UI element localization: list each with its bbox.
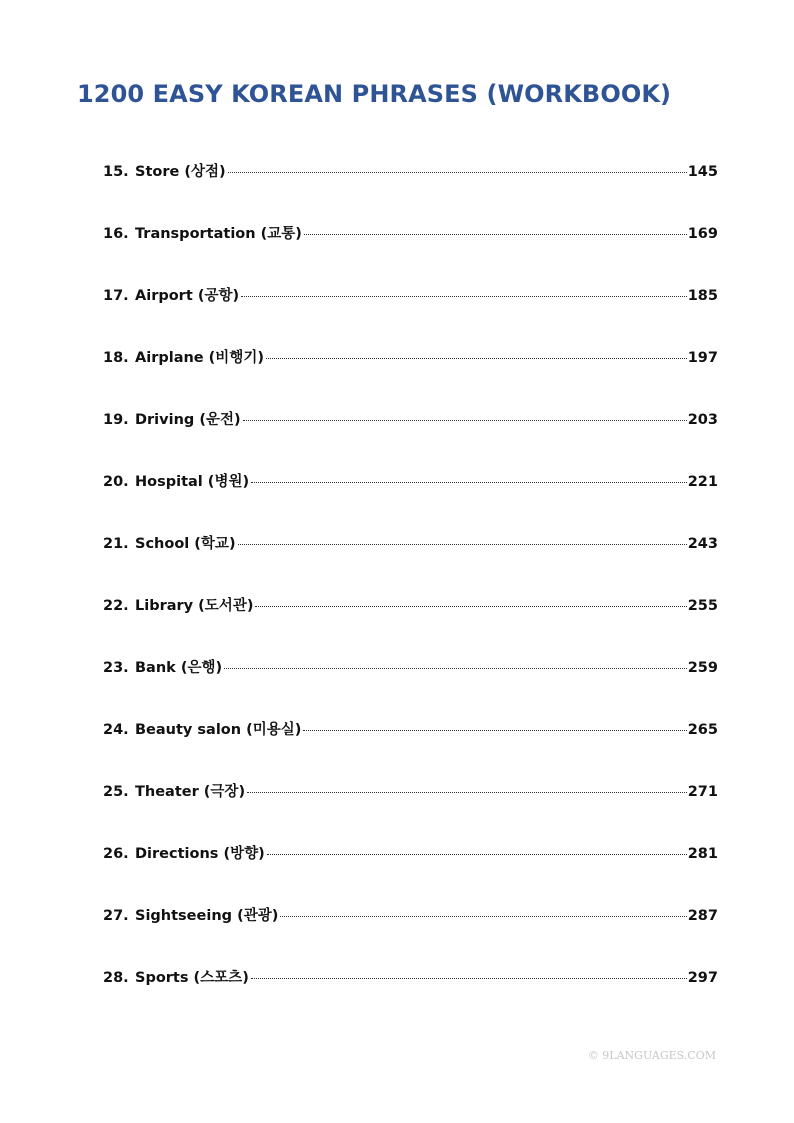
dot-leader <box>280 916 686 917</box>
toc-entry-number: 15. <box>103 164 129 180</box>
toc-entry-label: Bank (은행) <box>135 660 223 676</box>
toc-entry-page: 197 <box>687 350 718 366</box>
toc-entry-label: Transportation (교통) <box>135 226 302 242</box>
dot-leader <box>304 234 687 235</box>
toc-entry-label: Library (도서관) <box>135 598 254 614</box>
toc-entry-page: 255 <box>687 598 718 614</box>
page-title: 1200 EASY KOREAN PHRASES (WORKBOOK) <box>77 80 672 108</box>
toc-entry-label: Theater (극장) <box>135 784 246 800</box>
toc-entry[interactable] <box>103 222 718 284</box>
table-of-contents <box>103 160 718 1028</box>
dot-leader <box>228 172 687 173</box>
toc-entry-number: 18. <box>103 350 129 366</box>
toc-entry-label: Store (상점) <box>135 164 226 180</box>
toc-entry-label: School (학교) <box>135 536 236 552</box>
toc-entry[interactable] <box>103 842 718 904</box>
toc-entry[interactable] <box>103 780 718 842</box>
toc-entry-number: 22. <box>103 598 129 614</box>
toc-entry-page: 281 <box>687 846 718 862</box>
toc-entry-page: 145 <box>687 164 718 180</box>
dot-leader <box>266 358 687 359</box>
toc-entry-number: 20. <box>103 474 129 490</box>
dot-leader <box>267 854 687 855</box>
toc-entry-label: Beauty salon (미용실) <box>135 722 302 738</box>
toc-entry-page: 259 <box>687 660 718 676</box>
toc-entry[interactable] <box>103 532 718 594</box>
toc-entry-page: 185 <box>687 288 718 304</box>
toc-entry-page: 243 <box>687 536 718 552</box>
toc-entry-label: Driving (운전) <box>135 412 241 428</box>
toc-entry-label: Hospital (병원) <box>135 474 250 490</box>
toc-entry[interactable] <box>103 594 718 656</box>
toc-entry[interactable] <box>103 718 718 780</box>
toc-entry[interactable] <box>103 966 718 1028</box>
toc-entry[interactable] <box>103 408 718 470</box>
dot-leader <box>224 668 687 669</box>
dot-leader <box>255 606 686 607</box>
toc-entry-label: Sightseeing (관광) <box>135 908 279 924</box>
toc-entry-page: 287 <box>687 908 718 924</box>
toc-entry-number: 25. <box>103 784 129 800</box>
dot-leader <box>243 420 687 421</box>
toc-entry-label: Sports (스포츠) <box>135 970 249 986</box>
dot-leader <box>251 482 687 483</box>
toc-entry[interactable] <box>103 284 718 346</box>
toc-entry-label: Airplane (비행기) <box>135 350 264 366</box>
toc-entry-number: 24. <box>103 722 129 738</box>
toc-entry-number: 28. <box>103 970 129 986</box>
dot-leader <box>303 730 686 731</box>
dot-leader <box>251 978 687 979</box>
toc-entry-number: 23. <box>103 660 129 676</box>
toc-entry[interactable] <box>103 470 718 532</box>
toc-entry-page: 169 <box>687 226 718 242</box>
toc-entry-number: 16. <box>103 226 129 242</box>
toc-entry-number: 26. <box>103 846 129 862</box>
toc-entry-label: Airport (공항) <box>135 288 240 304</box>
dot-leader <box>241 296 687 297</box>
dot-leader <box>238 544 687 545</box>
toc-entry-page: 221 <box>687 474 718 490</box>
toc-entry-page: 265 <box>687 722 718 738</box>
toc-entry-page: 297 <box>687 970 718 986</box>
toc-entry[interactable] <box>103 904 718 966</box>
toc-entry-number: 27. <box>103 908 129 924</box>
toc-entry-label: Directions (방향) <box>135 846 265 862</box>
toc-entry[interactable] <box>103 160 718 222</box>
toc-entry-number: 17. <box>103 288 129 304</box>
toc-entry-number: 21. <box>103 536 129 552</box>
toc-entry[interactable] <box>103 656 718 718</box>
copyright-watermark: © 9LANGUAGES.COM <box>587 1049 716 1062</box>
toc-entry-page: 271 <box>687 784 718 800</box>
toc-entry-number: 19. <box>103 412 129 428</box>
toc-entry-page: 203 <box>687 412 718 428</box>
toc-entry[interactable] <box>103 346 718 408</box>
dot-leader <box>247 792 687 793</box>
